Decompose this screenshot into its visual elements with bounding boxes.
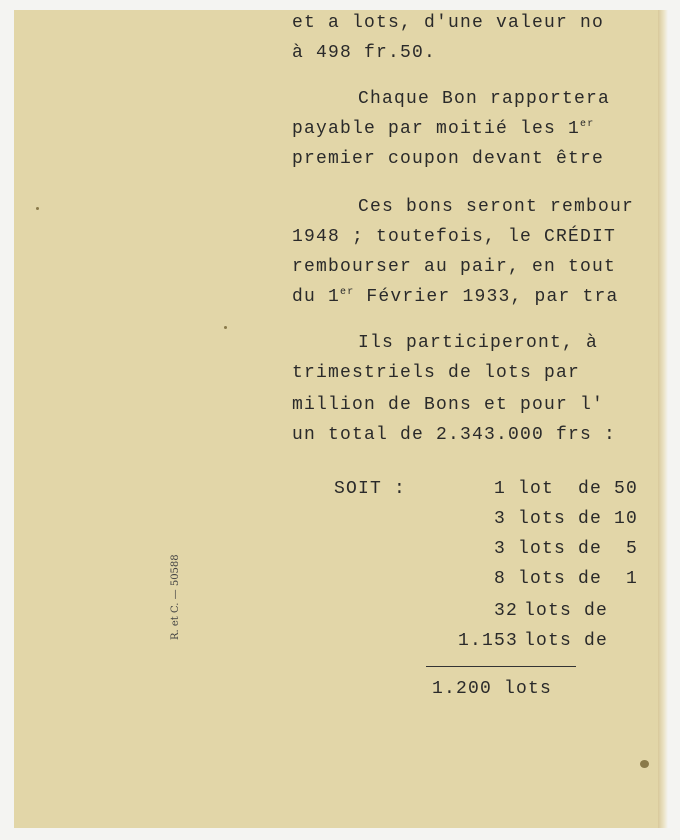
text-line: et a lots, d'une valeur no [292, 13, 605, 33]
lot-text: lot de 50 [518, 479, 639, 499]
torn-edge [658, 10, 668, 828]
lot-text: lots de 10 [518, 509, 639, 529]
stain-spot [224, 326, 227, 329]
text-line: Ils participeront, à [358, 333, 599, 353]
lots-total: 1.200 lots [432, 679, 553, 699]
lot-text: lots de 5 [518, 539, 639, 559]
text-line: premier coupon devant être [292, 149, 605, 169]
lot-count: 3 [493, 539, 506, 559]
text-line: payable par moitié les 1er [292, 119, 595, 139]
soit-label: SOIT : [334, 479, 407, 499]
text-line: trimestriels de lots par [292, 363, 581, 383]
text-line: du 1er Février 1933, par tra [292, 287, 619, 307]
lot-count: 32 [493, 601, 518, 621]
lot-count: 1.153 [457, 631, 518, 651]
lot-text: lots de [524, 601, 609, 621]
stain-spot [36, 207, 39, 210]
total-rule [426, 666, 576, 667]
lot-text: lots de 1 [518, 569, 639, 589]
text-line: rembourser au pair, en tout [292, 257, 617, 277]
text-line: à 498 fr.50. [292, 43, 437, 63]
text-line: Chaque Bon rapportera [358, 89, 611, 109]
lot-count: 3 [493, 509, 506, 529]
text-line: 1948 ; toutefois, le CRÉDIT [292, 227, 617, 247]
printer-mark: R. et C. — 50588 [170, 554, 181, 640]
text-line: un total de 2.343.000 frs : [292, 425, 617, 445]
lot-count: 8 [493, 569, 506, 589]
text-line: million de Bons et pour l' [292, 395, 605, 415]
lot-count: 1 [493, 479, 506, 499]
stain-spot [640, 760, 649, 768]
text-line: Ces bons seront rembour [358, 197, 635, 217]
lot-text: lots de [524, 631, 609, 651]
